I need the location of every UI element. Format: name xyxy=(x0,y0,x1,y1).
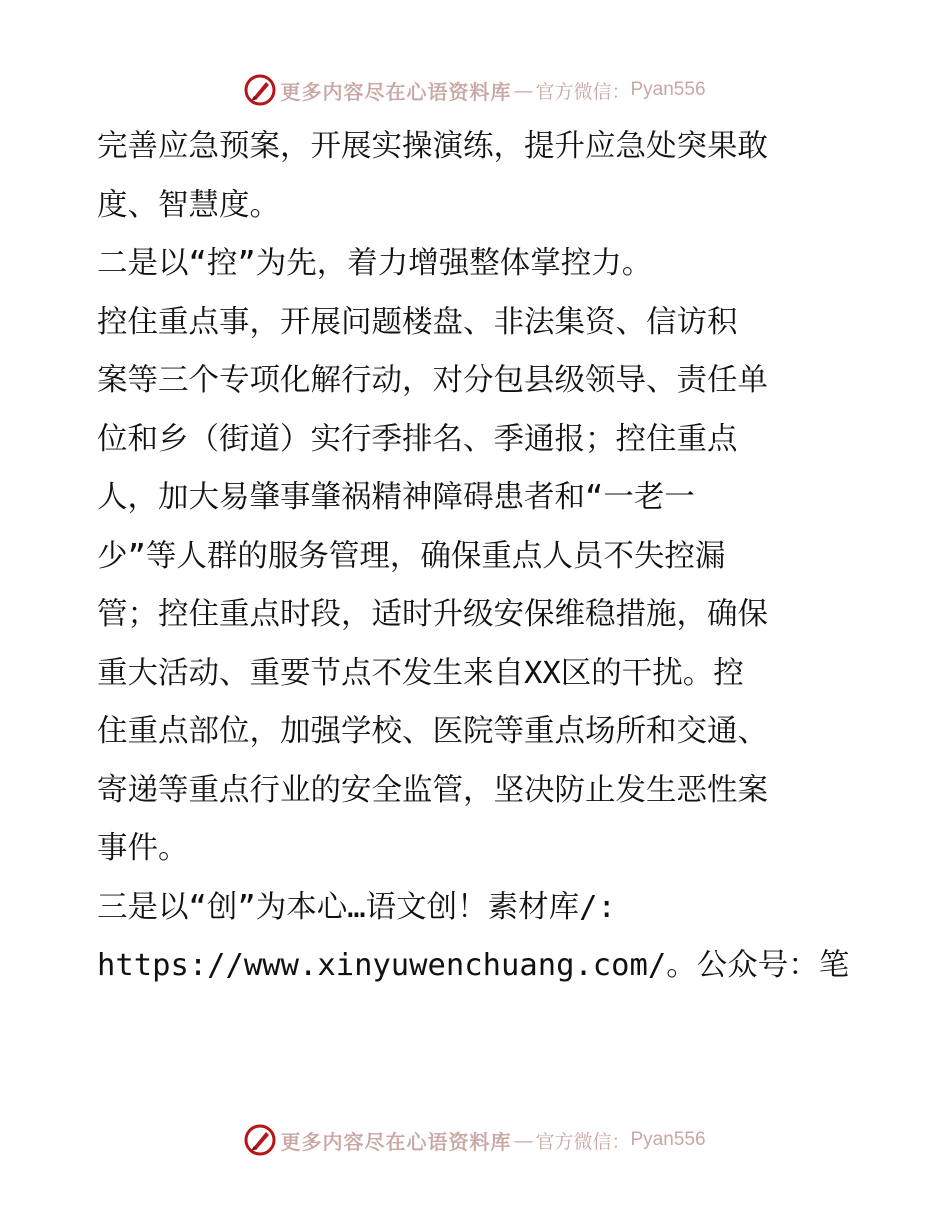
body-line-link[interactable]: https://www.xinyuwenchuang.com/。公众号：笔 xyxy=(97,948,850,983)
body-line: 人，加大易肇事肇祸精神障碍患者和“一老一 xyxy=(97,480,695,515)
body-line: 控住重点事，开展问题楼盘、非法集资、信访积 xyxy=(97,304,738,340)
body-line: 寄递等重点行业的安全监管，坚决防止发生恶性案 xyxy=(97,772,768,808)
body-line: 少”等人群的服务管理，确保重点人员不失控漏 xyxy=(97,538,726,574)
banner-wechat-id: Pyan556 xyxy=(630,1129,706,1150)
banner-wechat-label: 官方微信： xyxy=(535,80,631,103)
body-line: 三是以“创”为本心…语文创！素材库/: xyxy=(97,889,616,925)
body-line: 管；控住重点时段，适时升级安保维稳措施，确保 xyxy=(97,597,768,632)
quill-pen-logo-icon xyxy=(244,1124,276,1156)
body-line: 位和乡（街道）实行季排名、季通报；控住重点 xyxy=(97,421,738,457)
banner-separator: — xyxy=(513,1128,534,1152)
quill-pen-logo-icon xyxy=(244,74,276,106)
body-line: 度、智慧度。 xyxy=(97,187,280,223)
body-line: 完善应急预案，开展实操演练，提升应急处突果敢 xyxy=(97,129,768,164)
body-line: 二是以“控”为先，着力增强整体掌控力。 xyxy=(97,246,653,281)
body-line: 住重点部位，加强学校、医院等重点场所和交通、 xyxy=(97,714,768,749)
banner-site-text: 更多内容尽在心语资料库 xyxy=(280,79,512,104)
body-line: 事件。 xyxy=(97,831,189,866)
document-body xyxy=(97,118,857,996)
body-line: 案等三个专项化解行动，对分包县级领导、责任单 xyxy=(97,363,768,398)
header-banner xyxy=(0,70,950,110)
footer-banner xyxy=(0,1120,950,1160)
banner-wechat-id: Pyan556 xyxy=(630,79,706,100)
banner-separator: — xyxy=(513,78,534,102)
banner-wechat-label: 官方微信： xyxy=(535,1130,631,1153)
banner-site-text: 更多内容尽在心语资料库 xyxy=(280,1129,512,1154)
body-line: 重大活动、重要节点不发生来自XX区的干扰。控 xyxy=(97,655,744,691)
